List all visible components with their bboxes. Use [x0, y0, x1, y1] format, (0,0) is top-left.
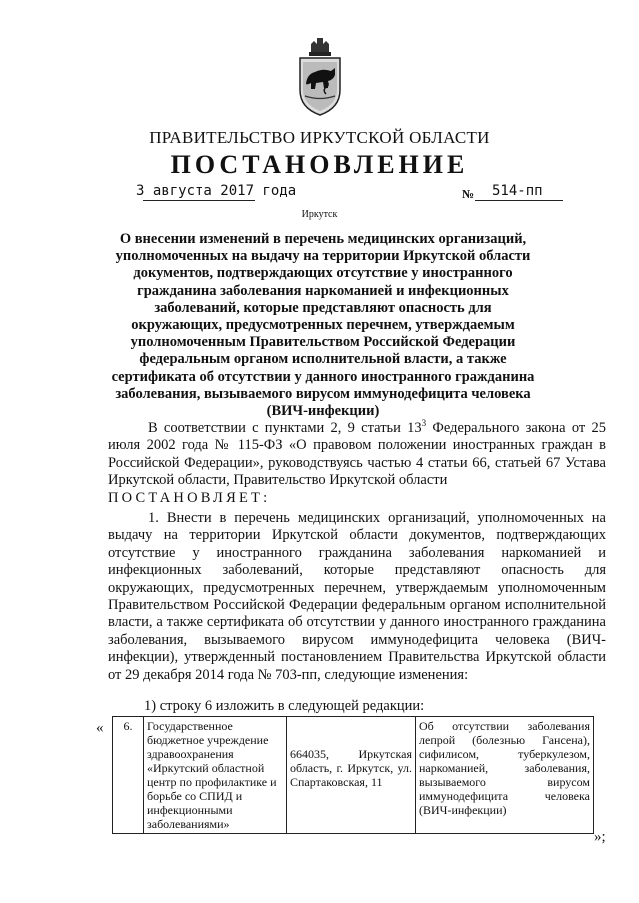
- documents-cell: Об отсутствии заболевания лепрой (болезнью Гансена), сифилисом, туберкулезом, наркоманией, заболевания, вызываемого вирусом иммунодефицита человека (ВИЧ-инфекции): [416, 717, 594, 834]
- preamble-text-2: Федерального закона от 25 июля 2002 года № 115-ФЗ «О правовом положении иностранных граждан в Российской Федерации», руководствуясь частью 4 статьи 66, статьей 67 Устава Иркутской области, Правительство Иркутской области: [108, 420, 606, 489]
- row-number-cell: 6.: [113, 717, 144, 834]
- preamble-text-1: В соответствии с пунктами 2, 9 статьи 13: [148, 420, 422, 436]
- document-type: ПОСТАНОВЛЕНИЕ: [170, 150, 469, 179]
- article-superscript: 3: [421, 418, 427, 429]
- amendment-table: [112, 716, 594, 834]
- decree-number: 514-пп: [492, 183, 543, 199]
- irkutsk-coat-of-arms-icon: [297, 38, 343, 116]
- decree-date: 3 августа 2017 года: [136, 183, 297, 199]
- organization-cell: Государственное бюджетное учреждение здравоохранения «Иркутский областной центр по профилактике и борьбе со СПИД и инфекционными заболеваниями»: [144, 717, 287, 834]
- quote-open: «: [96, 720, 104, 736]
- decree-title: О внесении изменений в перечень медицинских организаций, уполномоченных на выдачу на территории Иркутской области документов, подтверждающих отсутствие у иностранного гражданина заболевания наркоманией и инфекционных заболеваний, которые представляют опасность для окружающих, предусмотренных перечнем, утверждаемым уполномоченным Правительством Российской Федерации федеральным органом исполнительной власти, а также сертификата об отсутствии у данного иностранного гражданина заболевания, вызываемого вирусом иммунодефицита человека (ВИЧ-инфекции): [111, 231, 535, 420]
- item-1-text: 1. Внести в перечень медицинских организаций, уполномоченных на выдачу на территории Иркутской области документов, подтверждающих отсутствие у иностранного гражданина заболевания наркоманией и инфекционных заболеваний, которые представляют опасность для окружающих, предусмотренных перечнем, утверждаемым уполномоченным Правительством Российской Федерации федеральным органом исполнительной власти, а также сертификата об отсутствии у данного иностранного гражданина заболевания, вызываемого вирусом иммунодефицита человека (ВИЧ-инфекции), утвержденный постановлением Правительства Иркутской области от 29 декабря 2014 года № 703-пп, следующие изменения:: [108, 510, 606, 683]
- number-underline: [475, 200, 563, 201]
- government-name: ПРАВИТЕЛЬСТВО ИРКУТСКОЙ ОБЛАСТИ: [149, 128, 490, 147]
- preamble-paragraph: [108, 420, 606, 490]
- date-underline: [143, 200, 255, 201]
- city-name: Иркутск: [301, 209, 338, 220]
- table-row: [113, 717, 594, 834]
- address-cell: [287, 717, 416, 834]
- address-text: 664035, Иркутская область, г. Иркутск, ул. Спартаковская, 11: [290, 747, 412, 789]
- resolves-heading: ПОСТАНОВЛЯЕТ:: [108, 490, 271, 506]
- item-1-paragraph: [108, 510, 606, 684]
- number-sign: №: [462, 187, 475, 201]
- subitem-1: 1) строку 6 изложить в следующей редакции:: [144, 698, 425, 714]
- quote-close: »;: [594, 829, 606, 845]
